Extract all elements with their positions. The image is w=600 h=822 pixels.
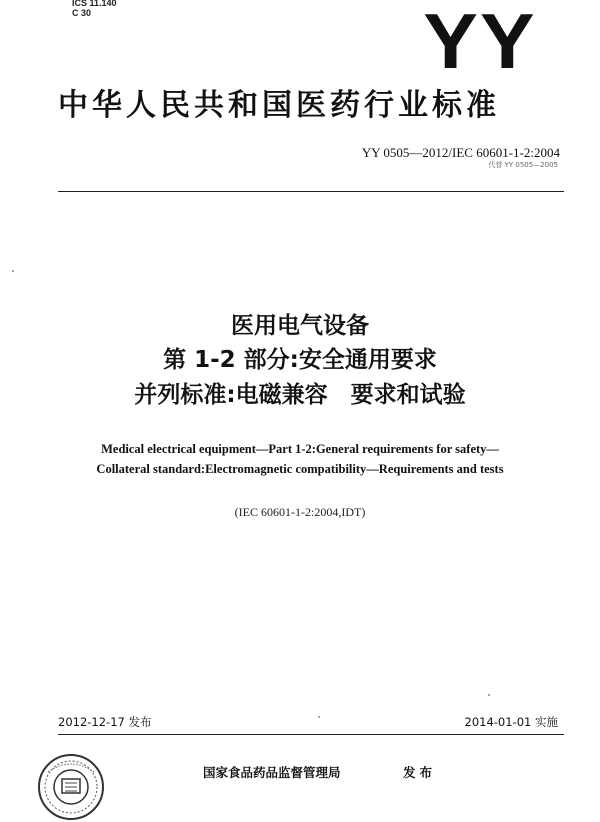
issue-date: 2012-12-17 发布 bbox=[58, 715, 152, 729]
implementation-date: 2014-01-01 实施 bbox=[464, 715, 558, 729]
scan-speck bbox=[488, 694, 490, 696]
title-en-line-1: Medical electrical equipment—Part 1-2:General requirements for safety— bbox=[101, 442, 499, 456]
title-en-line-2: Collateral standard:Electromagnetic compatibility—Requirements and tests bbox=[96, 462, 504, 476]
footer-divider bbox=[58, 734, 564, 735]
issue-label: 发布 bbox=[403, 765, 437, 780]
organization-title: 中华人民共和国医药行业标准 bbox=[58, 88, 500, 123]
title-cn-line-3: 并列标准:电磁兼容 要求和试验 bbox=[134, 382, 466, 408]
header-divider bbox=[58, 191, 564, 192]
equivalence-note: (IEC 60601-1-2:2004,IDT) bbox=[234, 505, 366, 519]
title-cn-line-1: 医用电气设备 bbox=[231, 313, 369, 339]
title-cn-line-2: 第 1-2 部分:安全通用要求 bbox=[163, 347, 437, 373]
scan-speck bbox=[318, 716, 320, 718]
issuing-authority: 国家食品药品监督管理局 bbox=[203, 765, 341, 780]
official-seal-icon bbox=[36, 752, 106, 822]
scan-speck bbox=[12, 270, 14, 272]
classification-codes bbox=[72, 0, 117, 18]
standard-mark: YY bbox=[423, 0, 537, 85]
replaces-standard: 代替 YY 0505—2005 bbox=[488, 161, 558, 169]
ccs-code: C 30 bbox=[72, 8, 92, 18]
standard-number: YY 0505—2012/IEC 60601-1-2:2004 bbox=[361, 145, 560, 160]
ics-code: ICS 11.140 bbox=[72, 0, 117, 8]
